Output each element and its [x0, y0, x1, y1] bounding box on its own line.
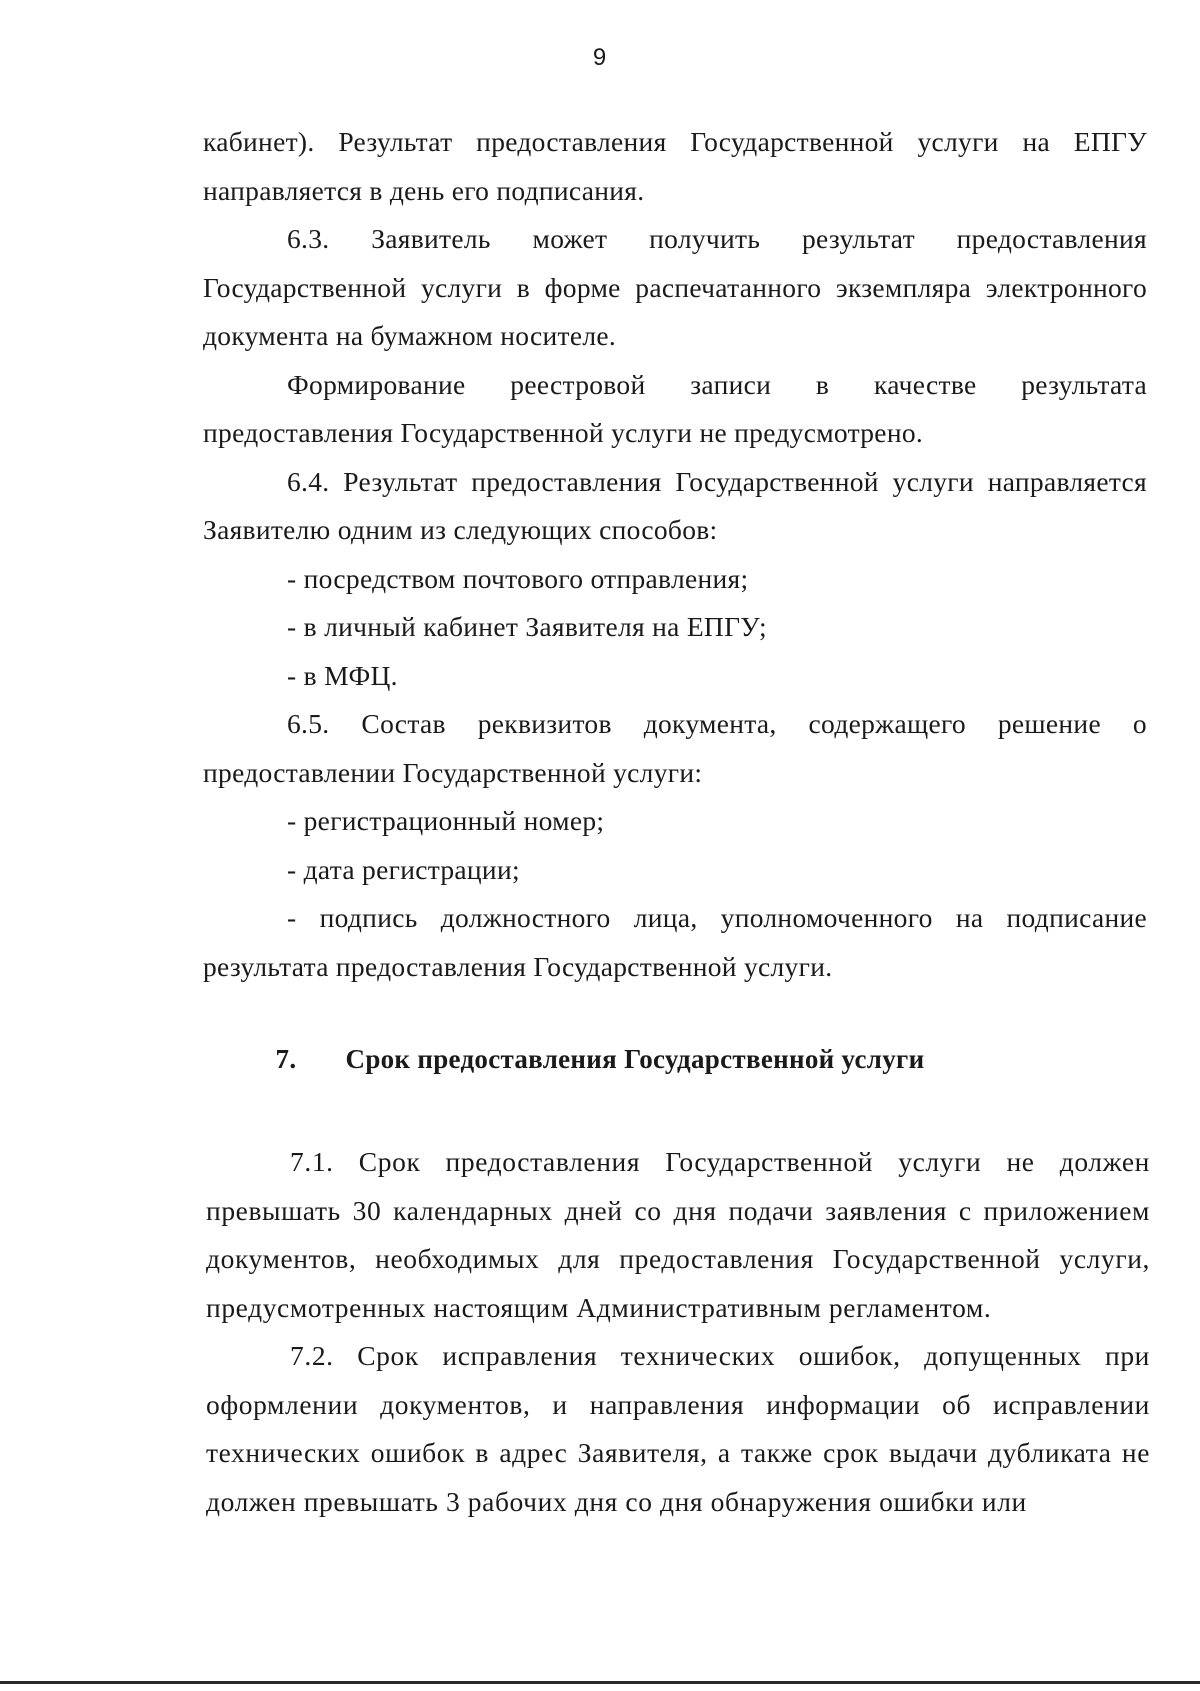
paragraph-7-1: 7.1. Срок предоставления Государственной услуги не должен превышать 30 календарных дней со дня подачи заявления с приложением документов, необходимых для предоставления Государственной услуги, предусмотренных настоящим Административным регламентом. [206, 1146, 1150, 1323]
section-title: Срок предоставления Государственной услуги [345, 1044, 925, 1074]
list-item-reg-number: - регистрационный номер; [287, 805, 605, 836]
page-number: 9 [592, 44, 608, 71]
paragraph-registry-record: Формирование реестровой записи в качестве результата предоставления Государственной услуги не предусмотрено. [203, 368, 1147, 448]
document-body-part-2 [206, 1138, 1150, 1526]
list-item-cabinet: - в личный кабинет Заявителя на ЕПГУ; [287, 611, 767, 642]
paragraph-continuation: кабинет). Результат предоставления Государственной услуги на ЕПГУ направляется в день его подписания. [203, 126, 1147, 206]
paragraph-6-5: 6.5. Состав реквизитов документа, содержащего решение о предоставлении Государственной услуги: [203, 708, 1147, 788]
section-heading [0, 1044, 1200, 1075]
list-item-reg-date: - дата регистрации; [287, 853, 520, 885]
paragraph-7-2: 7.2. Срок исправления технических ошибок, допущенных при оформлении документов, и направления информации об исправлении технических ошибок в адрес Заявителя, а также срок выдачи дубликата не должен превышать 3 рабочих дня со дня обнаружения ошибки или [206, 1340, 1150, 1517]
list-item-postal: - посредством почтового отправления; [287, 562, 749, 594]
list-item-mfc: - в МФЦ. [287, 659, 398, 691]
bottom-scan-edge [0, 1681, 1200, 1684]
paragraph-6-4: 6.4. Результат предоставления Государственной услуги направляется Заявителю одним из следующих способов: [203, 465, 1147, 545]
list-item-signature: - подпись должностного лица, уполномоченного на подписание результата предоставления Государственной услуги. [203, 902, 1147, 982]
section-number: 7. [275, 1044, 297, 1074]
document-body-part-1 [203, 118, 1147, 991]
paragraph-6-3: 6.3. Заявитель может получить результат предоставления Государственной услуги в форме распечатанного экземпляра электронного документа на бумажном носителе. [203, 223, 1147, 351]
